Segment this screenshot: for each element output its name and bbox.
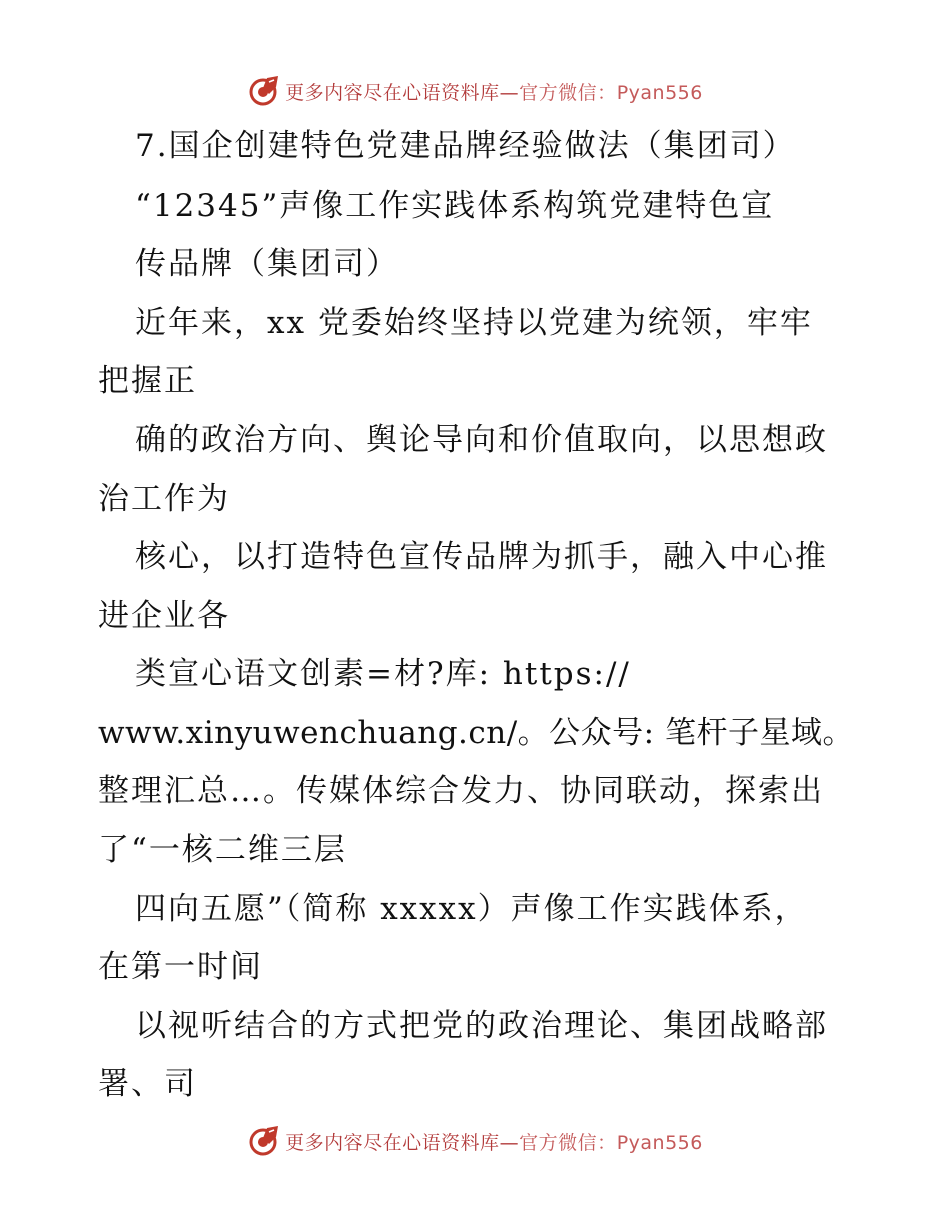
doc-line: 核心，以打造特色宣传品牌为抓手，融入中心推 (135, 539, 828, 575)
pen-logo-icon (247, 74, 281, 108)
doc-line: 确的政治方向、舆论导向和价值取向，以思想政 (135, 422, 828, 458)
banner-site-text: 更多内容尽在心语资料库—官方微信：Pyan556 (285, 1131, 703, 1154)
footer-banner (0, 1121, 950, 1161)
doc-line: 整理汇总…。传媒体综合发力、协同联动，探索出 (98, 773, 824, 809)
banner-site-text: 更多内容尽在心语资料库—官方微信：Pyan556 (285, 81, 703, 104)
doc-line: 了“一核二维三层 (98, 832, 347, 868)
doc-line: 在第一时间 (98, 949, 263, 985)
doc-title-line: 7.国企创建特色党建品牌经验做法（集团司） (135, 128, 796, 164)
doc-line: www.xinyuwenchuang.cn/。公众号: 笔杆子星域。 (98, 715, 854, 751)
pen-logo-icon (247, 1124, 281, 1158)
doc-line: 近年来，xx 党委始终坚持以党建为统领，牢牢 (135, 305, 813, 341)
doc-line: 以视听结合的方式把党的政治理论、集团战略部 (135, 1008, 828, 1044)
doc-line: 治工作为 (98, 481, 230, 517)
doc-line: 传品牌（集团司） (135, 246, 399, 282)
doc-line: “12345”声像工作实践体系构筑党建特色宣 (135, 188, 775, 224)
doc-line: 署、司 (98, 1066, 197, 1102)
doc-line: 四向五愿”（简称 xxxxx）声像工作实践体系， (135, 891, 808, 927)
doc-line: 把握正 (98, 363, 197, 399)
header-banner (0, 71, 950, 111)
doc-line: 进企业各 (98, 598, 230, 634)
doc-line: 类宣心语文创素=材?库: https:// (135, 656, 631, 692)
